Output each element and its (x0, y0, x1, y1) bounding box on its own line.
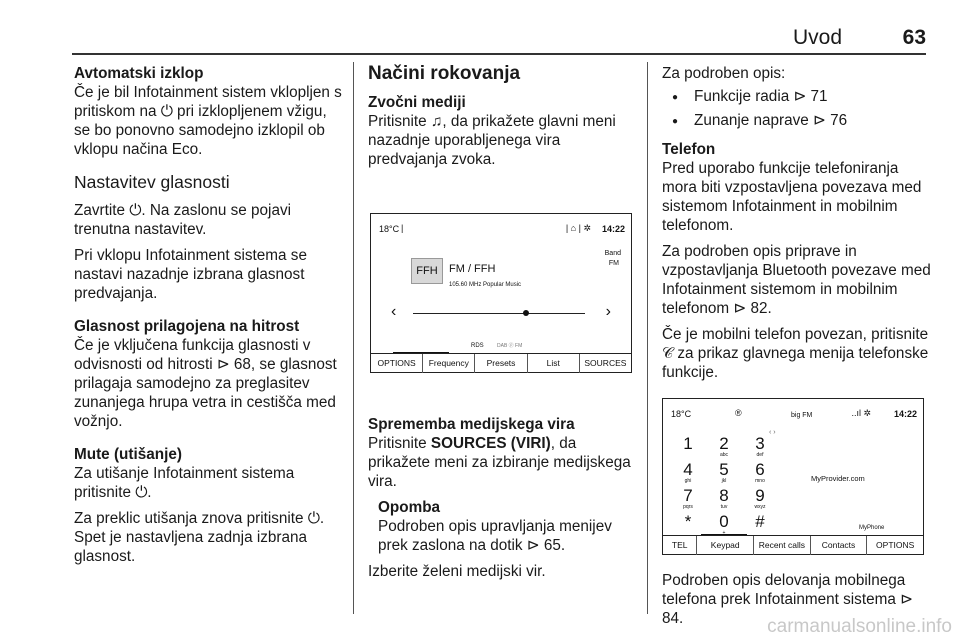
text-phone-4: Podroben opis delovanja mobilnega telefona prek Infotainment sistema ⊳ 84. (662, 572, 913, 627)
dab-fm-label: DAB ⓟ FM (497, 343, 523, 349)
column-divider-1 (353, 62, 354, 614)
keypad-digit: 1 (683, 434, 693, 453)
radio-menu-presets: Presets (474, 354, 526, 373)
heading-audio-media: Zvočni mediji (368, 94, 466, 111)
text-mute-1: Za utišanje Infotainment sistema pritisnite ⏻. (74, 465, 295, 501)
column-3 (662, 64, 932, 635)
radio-divider-icon: | (401, 223, 404, 233)
phone-provider: MyProvider.com (811, 474, 865, 483)
keypad-letters: abc (719, 452, 729, 458)
text-change-source-post: , da prikažete meni za izbiranje medijskega vira. (368, 435, 631, 490)
note-title: Opomba (378, 499, 441, 516)
frequency-slider-track (413, 313, 585, 314)
keypad-digit: 4 (683, 460, 693, 479)
keypad-key (677, 461, 699, 484)
text-volume-2: Pri vklopu Infotainment sistema se nastavi nazadnje izbrana glasnost predvajanja. (74, 247, 307, 302)
text-choose-source: Izberite želeni medijski vir. (368, 563, 546, 580)
radio-screen-illustration (370, 213, 632, 373)
keypad-key (749, 461, 771, 484)
page-header (72, 26, 926, 54)
text-mute-2: Za preklic utišanja znova pritisnite ⏻. Spet je nastavljena zadnja izbrana glasnost. (74, 510, 325, 565)
keypad-key (677, 513, 699, 530)
text-phone-2: Za podroben opis priprave in vzpostavljanja Bluetooth povezave med Infotainment sistemom in mobilnim telefonom ⊳ 82. (662, 243, 931, 317)
heading-change-source: Sprememba medijskega vira (368, 416, 575, 433)
keypad-letters: def (756, 452, 764, 458)
text-change-source-pre: Pritisnite (368, 435, 431, 452)
keypad-key (677, 487, 699, 510)
keypad-digit: 7 (683, 486, 693, 505)
column-1 (74, 64, 346, 573)
chevron-left-icon: ‹ (391, 303, 397, 320)
phone-device-name: MyPhone (859, 525, 885, 531)
keypad-letters: pqrs (683, 504, 693, 510)
page-title: Uvod (792, 26, 842, 49)
phone-menu-keypad: Keypad (696, 536, 753, 555)
backspace-icon: ‹ › (769, 429, 776, 436)
keypad-digit: # (755, 512, 765, 531)
radio-menu-sources: SOURCES (579, 354, 631, 373)
heading-phone: Telefon (662, 141, 716, 158)
keypad-digit: 8 (719, 486, 729, 505)
keypad-letters: tuv (720, 504, 728, 510)
rds-label: RDS (471, 343, 484, 349)
column-2 (368, 64, 640, 588)
phone-station: big FM (791, 412, 813, 419)
keypad-digit: 6 (755, 460, 765, 479)
radio-clock: 14:22 (601, 224, 625, 234)
keypad-letters: ghi (684, 478, 692, 484)
detail-bullet-list (662, 87, 932, 130)
keypad-letters: mno (755, 478, 765, 484)
bullet-external: ● Zunanje naprave ⊳ 76 (662, 111, 932, 130)
keypad-key (749, 435, 771, 458)
text-speed-volume: Če je vključena funkcija glasnosti v odvisnosti od hitrosti ⊳ 68, se glasnost prilagaja samodejno za preglasitev zunanjega hrupa vetra in cestišča med vožnjo. (74, 337, 337, 430)
watermark: carmanualsonline.info (767, 616, 952, 637)
text-detail-intro: Za podroben opis: (662, 65, 786, 82)
heading-speed-volume: Glasnost prilagojena na hitrost (74, 318, 300, 335)
phone-menu-bar (663, 535, 923, 554)
header-rule (72, 53, 926, 55)
text-audio-media: Pritisnite ♫, da prikažete glavni meni nazadnje uporabljenega vira predvajanja zvoka. (368, 113, 616, 168)
radio-band-label: Band (604, 250, 621, 257)
radio-temperature: 18°C (379, 224, 400, 234)
keypad-key (713, 487, 735, 510)
station-logo: FFH (411, 258, 443, 284)
phone-screen-illustration (662, 398, 924, 555)
page-number: 63 (902, 26, 926, 49)
keypad-key (713, 435, 735, 458)
heading-operating-modes: Načini rokovanja (368, 63, 521, 84)
phone-source-icon: ® (735, 408, 742, 418)
phone-menu-options: OPTIONS (866, 536, 923, 555)
heading-auto-off: Avtomatski izklop (74, 65, 204, 82)
station-name: FM / FFH (449, 263, 496, 275)
note-text: Podroben opis upravljanja menijev prek zaslona na dotik ⊳ 65. (378, 518, 612, 554)
text-volume-1: Zavrtite ⏻. Na zaslonu se pojavi trenutna nastavitev. (74, 202, 292, 238)
phone-menu-contacts: Contacts (810, 536, 867, 555)
keypad-digit: 3 (755, 434, 765, 453)
radio-band-value: FM (608, 260, 619, 267)
signal-icon: ..ıl ✲ (851, 408, 871, 418)
keypad-digit: 0 (719, 512, 729, 531)
station-frequency: 105.60 MHz Popular Music (449, 282, 522, 288)
column-divider-2 (647, 62, 648, 614)
radio-menu-bar (371, 353, 631, 372)
text-phone-3: Če je mobilni telefon povezan, pritisnite 𝒞 za prikaz glavnega menija telefonske funkcije. (662, 326, 929, 381)
keypad-letters: + (722, 530, 726, 536)
phone-menu-tel: TEL (671, 539, 688, 550)
text-change-source-bold: SOURCES (VIRI) (430, 435, 551, 452)
keypad-key (713, 513, 735, 536)
radio-menu-list: List (527, 354, 579, 373)
radio-status-icons: | ⌂ | ✲ (565, 223, 591, 233)
keypad-letters: jkl (721, 478, 727, 484)
text-phone-1: Pred uporabo funkcije telefoniranja mora biti vzpostavljena povezava med sistemom Infotainment in mobilnim telefonom. (662, 160, 922, 234)
keypad-key (713, 461, 735, 484)
keypad-digit: * (684, 512, 692, 531)
text-auto-off: Če je bil Infotainment sistem vklopljen s pritiskom na ⏻ pri izklopljenem vžigu, se bo ponovno samodejno izklopil ob vklopu načina Eco. (74, 84, 342, 158)
radio-menu-frequency: Frequency (422, 354, 474, 373)
keypad-digit: 9 (755, 486, 765, 505)
phone-temperature: 18°C (671, 409, 692, 419)
text-change-source (368, 434, 640, 491)
keypad-letters: wxyz (754, 504, 766, 510)
heading-volume: Nastavitev glasnosti (74, 172, 230, 192)
phone-menu-recent-calls: Recent calls (753, 536, 810, 555)
keypad-digit: 5 (719, 460, 729, 479)
frequency-slider-knob (523, 310, 529, 316)
heading-mute: Mute (utišanje) (74, 446, 182, 463)
keypad-digit: 2 (719, 434, 729, 453)
phone-clock: 14:22 (893, 409, 917, 419)
chevron-right-icon: › (605, 303, 611, 320)
note-box (368, 498, 640, 555)
radio-menu-options: OPTIONS (377, 357, 416, 368)
keypad-key (677, 435, 699, 452)
keypad-key (749, 487, 771, 510)
keypad-key (749, 513, 771, 530)
bullet-radio: ● Funkcije radia ⊳ 71 (662, 87, 932, 106)
